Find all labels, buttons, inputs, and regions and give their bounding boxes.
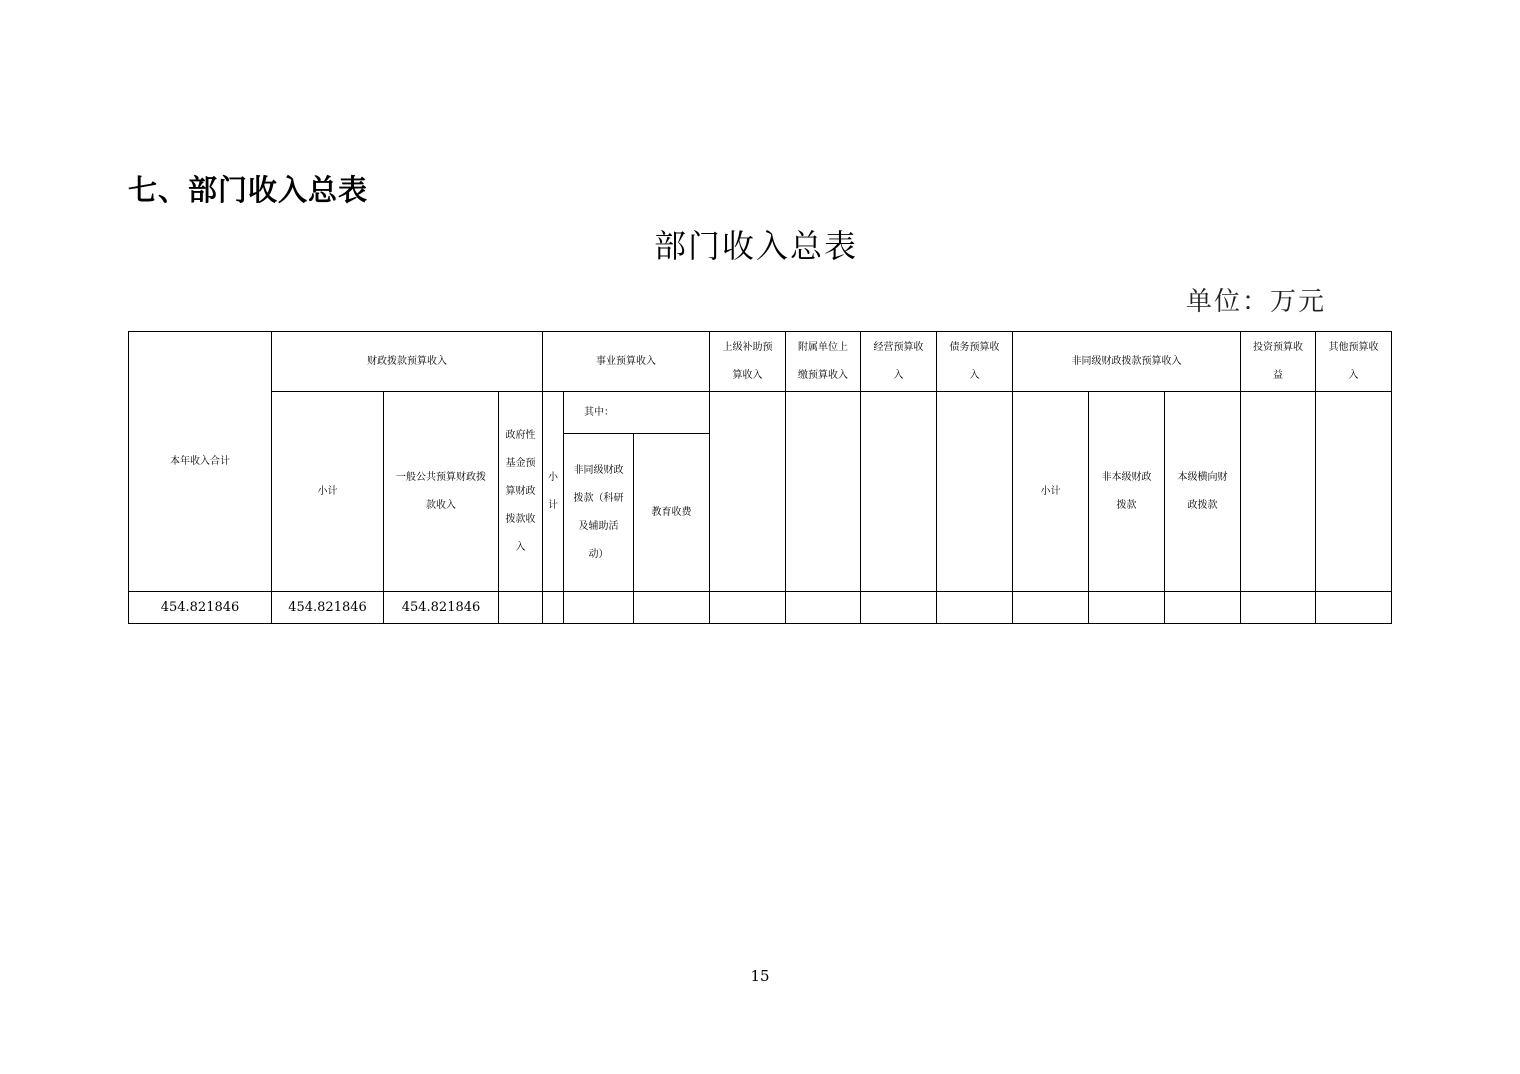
header-career-income: 事业预算收入 [543,332,710,392]
table-row [129,592,1392,624]
header-debt-income: 债务预算收入 [937,332,1013,392]
header-career-subtotal: 小计 [543,392,564,592]
header-operating-income: 经营预算收入 [861,332,937,392]
cell-investment-income [1241,592,1316,624]
header-investment-income: 投资预算收益 [1241,332,1316,392]
blank-investment-income [1241,392,1316,592]
cell-debt-income [937,592,1013,624]
table-header-row-2 [129,392,1392,434]
header-nonpeer-subtotal: 小计 [1013,392,1089,592]
cell-total-income: 454.821846 [129,592,272,624]
header-of-which: 其中： [564,392,710,434]
cell-operating-income [861,592,937,624]
cell-education-fees [634,592,710,624]
cell-fiscal-subtotal: 454.821846 [272,592,384,624]
cell-affiliated-unit [786,592,861,624]
header-fiscal-subtotal: 小计 [272,392,384,592]
header-total-income: 本年收入合计 [129,332,272,592]
blank-superior-subsidy [710,392,786,592]
table-title: 部门收入总表 [653,227,858,265]
cell-nonpeer-subtotal [1013,592,1089,624]
page-number: 15 [750,967,770,985]
header-general-public-budget: 一般公共预算财政拨款收入 [384,392,499,592]
blank-operating-income [861,392,937,592]
header-horizontal-fiscal: 本级横向财政拨款 [1165,392,1241,592]
header-education-fees: 教育收费 [634,434,710,592]
cell-nonlevel-fiscal [1089,592,1165,624]
cell-career-subtotal [543,592,564,624]
header-career-nonpeer-research: 非同级财政拨款（科研及辅助活动） [564,434,634,592]
cell-superior-subsidy [710,592,786,624]
header-nonlevel-fiscal: 非本级财政拨款 [1089,392,1165,592]
cell-gov-fund-budget [499,592,543,624]
header-nonpeer-fiscal: 非同级财政拨款预算收入 [1013,332,1241,392]
table-header-row-1 [129,332,1392,392]
cell-career-nonpeer-research [564,592,634,624]
income-summary-table [128,331,1392,624]
unit-label: 单位：万元 [1186,287,1327,317]
cell-horizontal-fiscal [1165,592,1241,624]
cell-other-income [1316,592,1392,624]
blank-affiliated-unit [786,392,861,592]
section-heading: 七、部门收入总表 [128,173,369,207]
header-gov-fund-budget: 政府性基金预算财政拨款收入 [499,392,543,592]
blank-debt-income [937,392,1013,592]
header-superior-subsidy: 上级补助预算收入 [710,332,786,392]
header-other-income: 其他预算收入 [1316,332,1392,392]
cell-general-public-budget: 454.821846 [384,592,499,624]
header-fiscal-appropriation: 财政拨款预算收入 [272,332,543,392]
blank-other-income [1316,392,1392,592]
header-affiliated-unit: 附属单位上缴预算收入 [786,332,861,392]
